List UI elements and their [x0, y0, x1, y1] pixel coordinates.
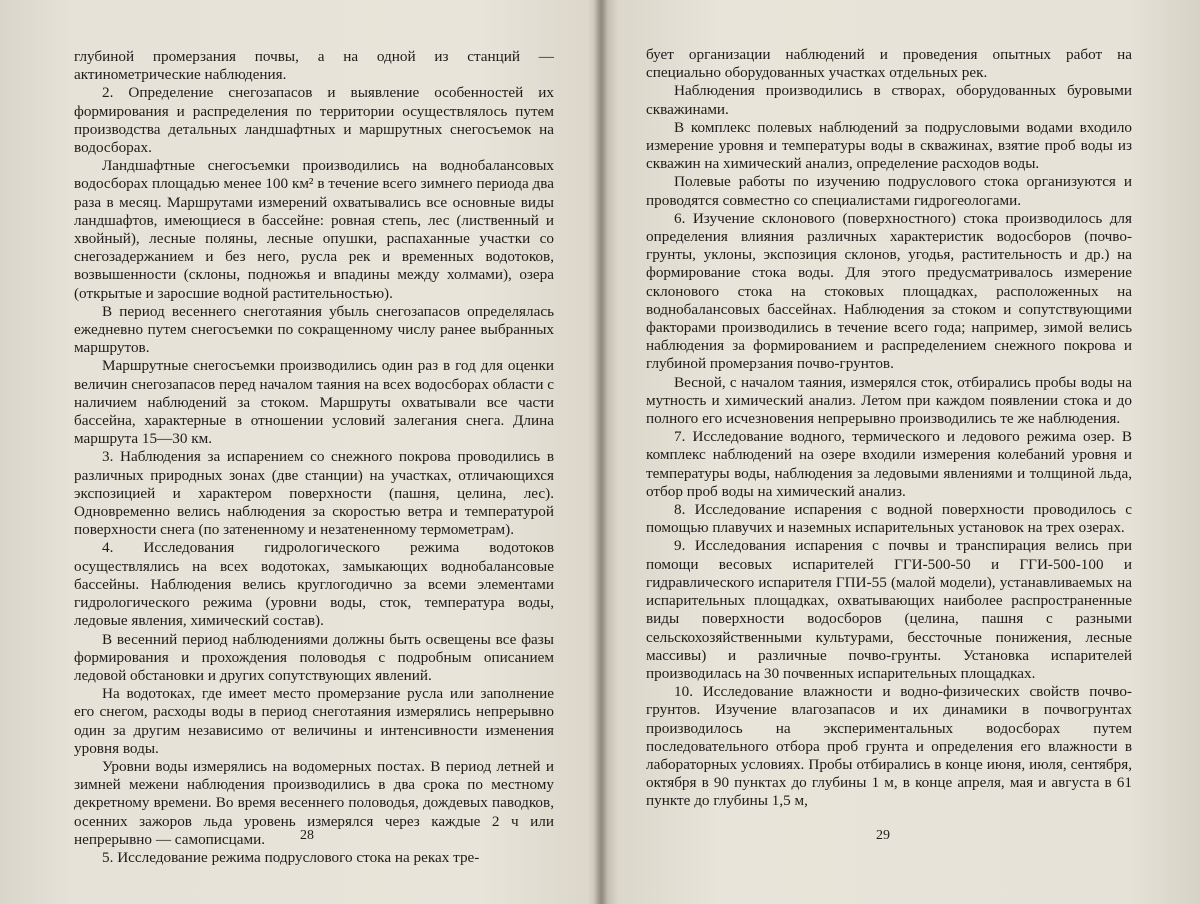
- paragraph: Уровни воды измерялись на водомерных постах. В период летней и зимней межени наблюдения производились в два срока по местному декретному времени. Во время весеннего половодья, дождевых паводков, осенних зажоров льда уровень измерялся через каждые 2 ч или непрерывно — самописцами.: [74, 757, 554, 848]
- paragraph: 3. Наблюдения за испарением со снежного покрова проводились в различных природных зонах (две станции) на участках, отличающихся экспозицией и характером поверхности (пашня, целина, лес). Одновременно велись наблюдения за скоростью ветра и температурой поверхности снега (по затененному и незатененному термометрам).: [74, 448, 554, 539]
- paragraph: В период весеннего снеготаяния убыль снегозапасов определялась ежедневно путем снегосъемки по сокращенному числу ранее выбранных маршрутов.: [74, 302, 554, 357]
- paragraph: На водотоках, где имеет место промерзание русла или заполнение его снегом, расходы воды в период снеготаяния измерялись непрерывно один за другим независимо от величины и интенсивности изменения уровня воды.: [74, 685, 554, 757]
- left-page: [74, 48, 554, 867]
- paragraph: 9. Исследования испарения с почвы и транспирация велись при помощи весовых испарителей ГГИ-500-50 и ГГИ-500-100 и гидравлического испарителя ГПИ-55 (малой модели), устанавливаемых на испарительных площадках, охватывающих наиболее распространенные виды поверхности водосборов (целина, пашня с разными сельскохозяйственными культурами, бессточные понижения, лесные массивы) и различные почво-грунты. Установка испарителей производилась на 30 почвенных испарительных площадках.: [646, 537, 1132, 682]
- paragraph: глубиной промерзания почвы, а на одной из станций — актинометрические наблюдения.: [74, 48, 554, 84]
- paragraph: 6. Изучение склонового (поверхностного) стока производилось для определения влияния различных характеристик водосборов (почво-грунты, уклоны, экспозиция склонов, угодья, растительность и др.) на формирование стока воды. Для этого предусматривалось измерение склонового стока на стоковых площадках, расположенных на воднобалансовых бассейнах. Наблюдения за стоком и сопутствующими факторами производились в течение всего года; например, зимой велись наблюдения за формированием и распределением снежного покрова и глубиной промерзания почво-грунтов.: [646, 209, 1132, 373]
- book-gutter: [594, 0, 608, 904]
- paragraph: 4. Исследования гидрологического режима водотоков осуществлялись на всех водотоках, замыкающих воднобалансовые бассейны. Наблюдения велись круглогодично за всеми элементами гидрологического режима (уровни воды, сток, температура воды, ледовые явления, химический состав).: [74, 539, 554, 630]
- paragraph: В весенний период наблюдениями должны быть освещены все фазы формирования и прохождения половодья с подробным описанием ледовой обстановки и других сопутствующих явлений.: [74, 630, 554, 684]
- paragraph: 5. Исследование режима подруслового стока на реках тре-: [102, 848, 480, 866]
- paragraph: 2. Определение снегозапасов и выявление особенностей их формирования и распределения по территории осуществлялось путем производства детальных ландшафтных и маршрутных снегосъемок на водосборах.: [74, 84, 554, 157]
- paragraph: Полевые работы по изучению подруслового стока организуются и проводятся совместно со специалистами гидрогеологами.: [646, 173, 1132, 209]
- right-page: [646, 46, 1132, 811]
- paragraph: 10. Исследование влажности и водно-физических свойств почво-грунтов. Изучение влагозапасов и их динамики в почвогрунтах производилось на экспериментальных водосборах путем последовательного отбора проб грунта и определения его влажности в лабораторных условиях. Пробы отбирались в конце июня, июля, сентября, октября в 90 пунктах до глубины 1 м, в конце апреля, мая и августа в 61 пункте до глубины 1,5 м,: [646, 683, 1132, 810]
- paragraph: 7. Исследование водного, термического и ледового режима озер. В комплекс наблюдений на озере входили измерения колебаний уровня и температуры воды, наблюдения за ледовыми явлениями и толщиной льда, отбор проб воды на химический анализ.: [646, 428, 1132, 500]
- page-number: 28: [300, 828, 314, 843]
- page-number: 29: [876, 828, 890, 843]
- paragraph: 8. Исследование испарения с водной поверхности проводилось с помощью плавучих и наземных испарительных установок на трех озерах.: [646, 501, 1132, 537]
- paragraph: В комплекс полевых наблюдений за подрусловыми водами входило измерение уровня и температуры воды в скважинах, взятие проб воды из скважин на химический анализ, определение расходов воды.: [646, 118, 1132, 173]
- paragraph: Наблюдения производились в створах, оборудованных буровыми скважинами.: [646, 82, 1132, 118]
- paragraph: Маршрутные снегосъемки производились один раз в год для оценки величин снегозапасов перед началом таяния на всех водосборах области с наличием наблюдений за стоком. Маршруты охватывали все части бассейна, характерные в отношении условий залегания снега. Длина маршрута 15—30 км.: [74, 357, 554, 448]
- paragraph: Весной, с началом таяния, измерялся сток, отбирались пробы воды на мутность и химический анализ. Летом при каждом появлении стока и до полного его исчезновения непрерывно производились те же наблюдения.: [646, 373, 1132, 428]
- paragraph: бует организации наблюдений и проведения опытных работ на специально оборудованных участках отдельных рек.: [646, 46, 1132, 82]
- paragraph: Ландшафтные снегосъемки производились на воднобалансовых водосборах площадью менее 100 км² в течение всего зимнего периода два раза в месяц. Маршрутами измерений охватывались все основные виды ландшафтов, имеющиеся в бассейне: ровная степь, лес (лиственный и хвойный), лесные поляны, лесные опушки, распаханные участки со снегозадержанием и без него, русла рек и временных водотоков, возвышенности (склоны, подножья и впадины между холмами), озера (открытые и заросшие водной растительностью).: [74, 157, 554, 302]
